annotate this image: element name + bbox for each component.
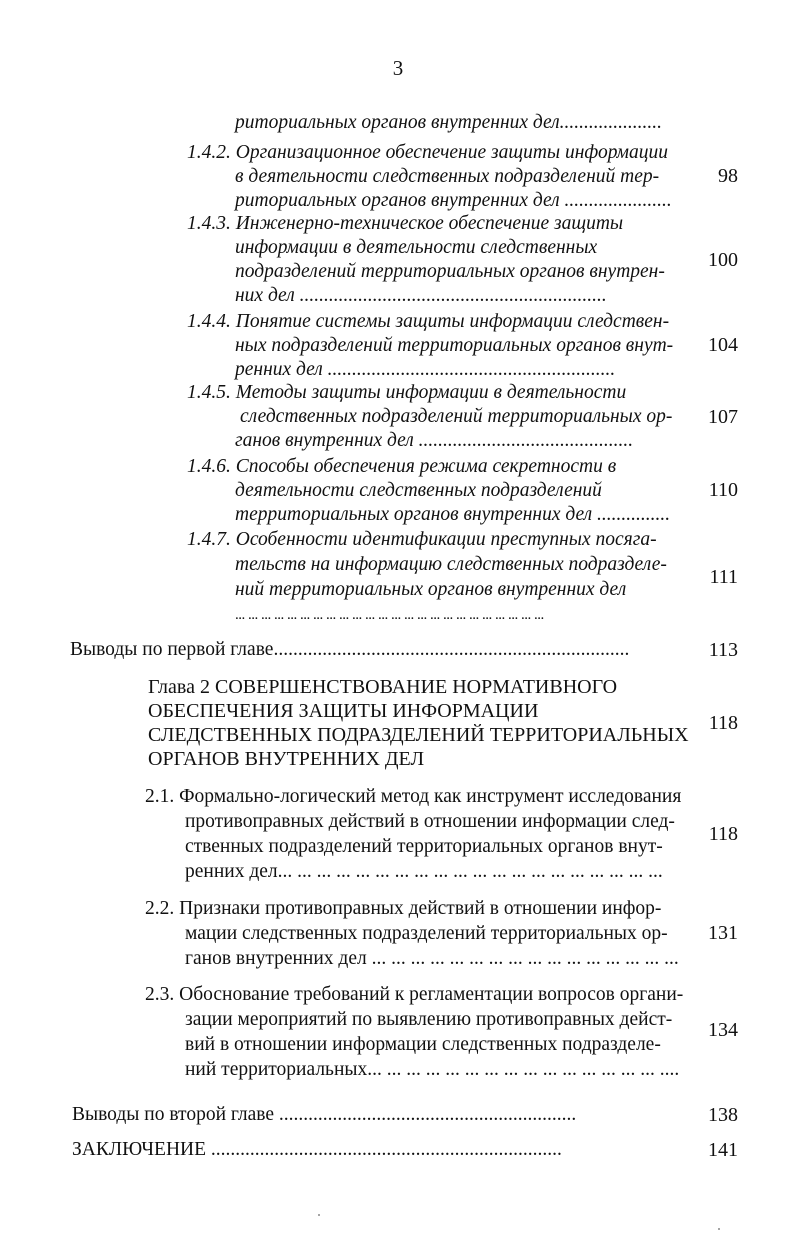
toc-entry-line: зации мероприятий по выявлению противоправных дейст- [185, 1009, 673, 1030]
toc-entry-line: 2.2. Признаки противоправных действий в отношении инфор- [145, 898, 662, 919]
toc-entry-line: Выводы по первой главе......................................................................... [70, 639, 630, 660]
toc-entry-line: 1.4.5. Методы защиты информации в деятельности [187, 382, 627, 403]
toc-entry-line: тельств на информацию следственных подразделе- [235, 554, 667, 575]
toc-entry-line: ренних дел... ... ... ... ... ... ... ... ... ... ... ... ... ... ... ... ... ... ... ... [185, 861, 663, 882]
toc-entry-line: ... ... ... ... ... ... ... ... ... ... ... ... ... ... ... ... ... ... ... ... ... ... ... ... [235, 607, 544, 623]
toc-page-number: 110 [708, 479, 738, 501]
toc-entry-continuation: риториальных органов внутренних дел..................... [235, 112, 663, 133]
toc-page-number: 141 [708, 1139, 738, 1161]
toc-entry-line: территориальных органов внутренних дел ............... [235, 504, 671, 525]
toc-page-number: 118 [708, 823, 738, 845]
toc-entry-line: мации следственных подразделений территориальных ор- [185, 923, 668, 944]
toc-page-number: 131 [708, 922, 738, 944]
toc-page-number: 138 [708, 1104, 738, 1126]
toc-entry-line: подразделений территориальных органов внутрен- [235, 261, 665, 282]
toc-entry-line: ганов внутренних дел ............................................ [235, 430, 634, 451]
toc-page-number: 113 [708, 639, 738, 661]
scan-speck [718, 1228, 720, 1230]
toc-entry-line: ЗАКЛЮЧЕНИЕ ........................................................................ [72, 1139, 562, 1160]
toc-entry-line: противоправных действий в отношении информации след- [185, 811, 675, 832]
toc-entry-line: в деятельности следственных подразделений тер- [235, 166, 660, 187]
toc-entry-line: ганов внутренних дел ... ... ... ... ... ... ... ... ... ... ... ... ... ... ... ... [185, 948, 679, 969]
toc-page-number: 98 [718, 165, 738, 187]
toc-entry-line: ных подразделений территориальных органов внут- [235, 335, 674, 356]
toc-entry-line: 1.4.3. Инженерно-техническое обеспечение защиты [187, 213, 624, 234]
toc-entry-line: ственных подразделений территориальных органов внут- [185, 836, 663, 857]
toc-entry-line: ренних дел ........................................................... [235, 359, 616, 380]
toc-entry-line: ОБЕСПЕЧЕНИЯ ЗАЩИТЫ ИНФОРМАЦИИ [148, 700, 539, 722]
page-number: 3 [392, 56, 404, 80]
toc-entry-line: них дел ............................................................... [235, 285, 607, 306]
toc-entry-line: информации в деятельности следственных [235, 237, 598, 258]
toc-entry-line: риториальных органов внутренних дел ...................... [235, 190, 672, 211]
toc-page-number: 134 [708, 1019, 738, 1041]
toc-entry-line: 2.3. Обоснование требований к регламентации вопросов органи- [145, 984, 684, 1005]
toc-entry-line: 1.4.7. Особенности идентификации преступных посяга- [187, 529, 657, 550]
toc-entry-line: Глава 2 СОВЕРШЕНСТВОВАНИЕ НОРМАТИВНОГО [148, 676, 618, 698]
toc-entry-line: следственных подразделений территориальных ор- [240, 406, 673, 427]
toc-entry-line: вий в отношении информации следственных подразделе- [185, 1034, 661, 1055]
toc-entry-line: 2.1. Формально-логический метод как инструмент исследования [145, 786, 682, 807]
toc-entry-line: СЛЕДСТВЕННЫХ ПОДРАЗДЕЛЕНИЙ ТЕРРИТОРИАЛЬНЫХ [148, 724, 689, 746]
toc-entry-line: 1.4.4. Понятие системы защиты информации следствен- [187, 311, 670, 332]
toc-entry-line: 1.4.6. Способы обеспечения режима секретности в [187, 456, 617, 477]
toc-page-number: 118 [708, 712, 738, 734]
toc-entry-line: ний территориальных органов внутренних дел [235, 579, 627, 600]
toc-entry-line: ОРГАНОВ ВНУТРЕННИХ ДЕЛ [148, 748, 425, 770]
toc-page-number: 111 [709, 566, 738, 588]
toc-page-number: 104 [708, 334, 738, 356]
toc-entry-line: Выводы по второй главе ............................................................. [72, 1104, 577, 1125]
toc-page-number: 107 [708, 406, 738, 428]
toc-entry-line: ний территориальных... ... ... ... ... ... ... ... ... ... ... ... ... ... ... .... [185, 1059, 680, 1080]
scan-speck [318, 1214, 320, 1216]
toc-page-number: 100 [708, 249, 738, 271]
toc-entry-line: 1.4.2. Организационное обеспечение защиты информации [187, 142, 668, 163]
toc-entry-line: деятельности следственных подразделений [235, 480, 602, 501]
